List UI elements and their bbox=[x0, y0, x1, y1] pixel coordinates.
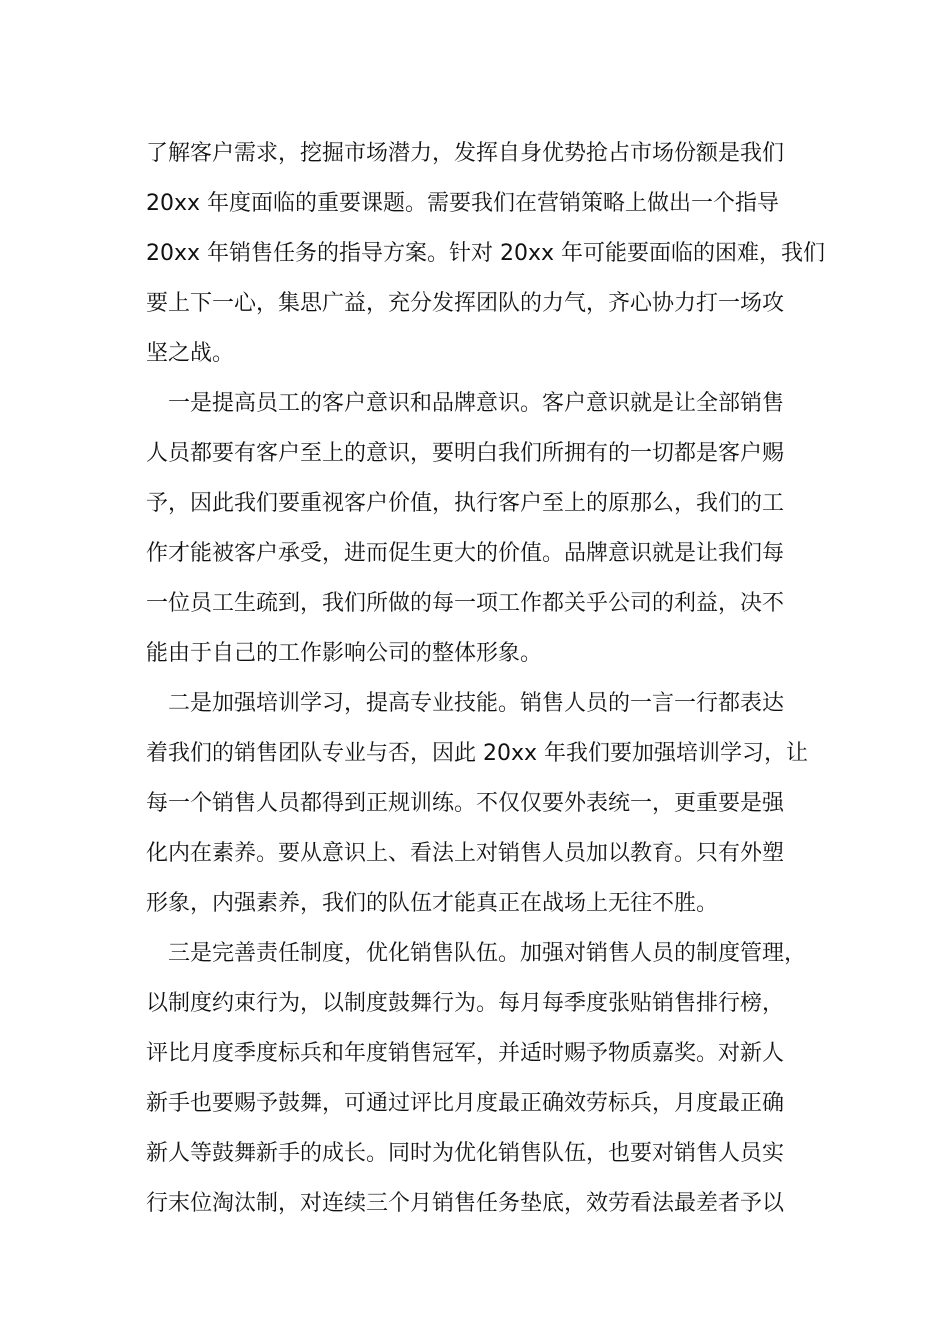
text-line: 行末位淘汰制，对连续三个月销售任务垫底，效劳看法最差者予以 bbox=[146, 1191, 785, 1216]
text-line: 化内在素养。要从意识上、看法上对销售人员加以教育。只有外塑 bbox=[146, 841, 785, 866]
text-line: 评比月度季度标兵和年度销售冠军，并适时赐予物质嘉奖。对新人 bbox=[146, 1041, 785, 1066]
text-line: 予，因此我们要重视客户价值，执行客户至上的原那么，我们的工 bbox=[146, 491, 785, 516]
text-line: 每一个销售人员都得到正规训练。不仅仅要外表统一，更重要是强 bbox=[146, 791, 785, 816]
text-line: 三是完善责任制度，优化销售队伍。加强对销售人员的制度管理， bbox=[168, 941, 807, 966]
text-line: 要上下一心，集思广益，充分发挥团队的力气，齐心协力打一场攻 bbox=[146, 291, 785, 316]
text-line: 作才能被客户承受，进而促生更大的价值。品牌意识就是让我们每 bbox=[146, 541, 785, 566]
document-body bbox=[146, 129, 826, 1229]
text-line: 一位员工生疏到，我们所做的每一项工作都关乎公司的利益，决不 bbox=[146, 591, 785, 616]
text-line: 新手也要赐予鼓舞，可通过评比月度最正确效劳标兵，月度最正确 bbox=[146, 1091, 785, 1116]
text-line: 20xx 年销售任务的指导方案。针对 20xx 年可能要面临的困难，我们 bbox=[146, 241, 826, 266]
text-line: 着我们的销售团队专业与否，因此 20xx 年我们要加强培训学习，让 bbox=[146, 741, 809, 766]
text-line: 人员都要有客户至上的意识，要明白我们所拥有的一切都是客户赐 bbox=[146, 441, 785, 466]
text-line: 一是提高员工的客户意识和品牌意识。客户意识就是让全部销售 bbox=[168, 391, 785, 416]
text-line: 了解客户需求，挖掘市场潜力，发挥自身优势抢占市场份额是我们 bbox=[146, 141, 785, 166]
text-line: 二是加强培训学习，提高专业技能。销售人员的一言一行都表达 bbox=[168, 691, 785, 716]
text-line: 坚之战。 bbox=[146, 341, 235, 366]
text-line: 20xx 年度面临的重要课题。需要我们在营销策略上做出一个指导 bbox=[146, 191, 780, 216]
text-line: 形象，内强素养，我们的队伍才能真正在战场上无往不胜。 bbox=[146, 891, 719, 916]
text-line: 能由于自己的工作影响公司的整体形象。 bbox=[146, 641, 543, 666]
text-line: 新人等鼓舞新手的成长。同时为优化销售队伍，也要对销售人员实 bbox=[146, 1141, 785, 1166]
text-line: 以制度约束行为，以制度鼓舞行为。每月每季度张贴销售排行榜， bbox=[146, 991, 785, 1016]
